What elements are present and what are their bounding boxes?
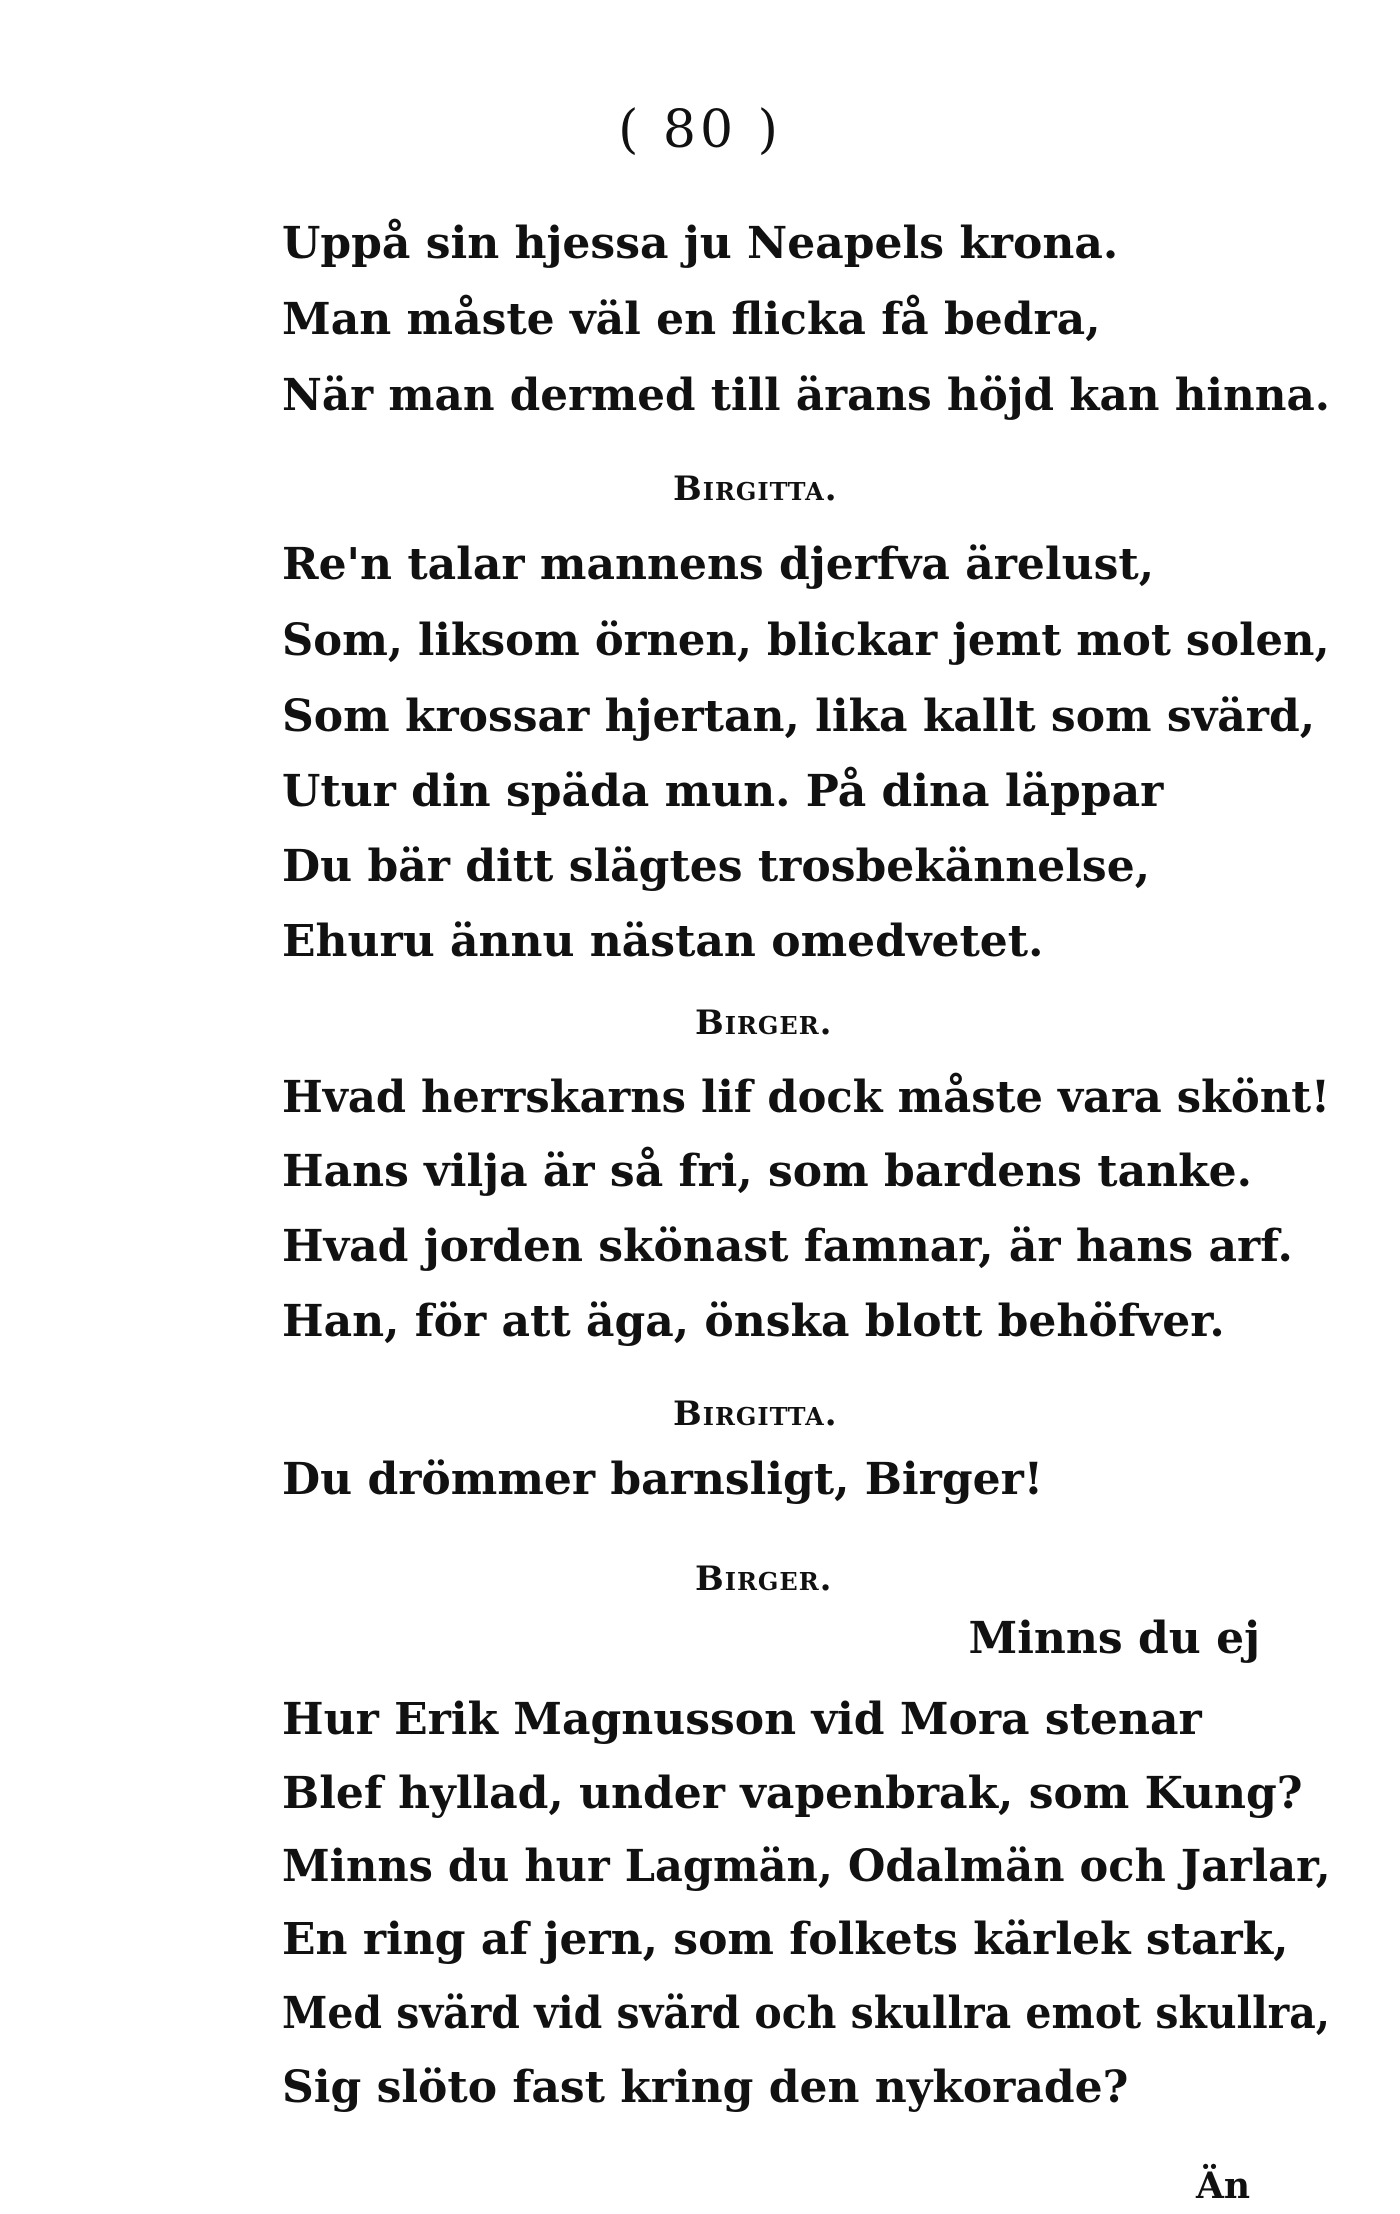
verse-line: Ehuru ännu nästan omedvetet. [282, 916, 1044, 967]
page-number: ( 80 ) [618, 100, 782, 160]
verse-line: Sig slöto fast kring den nykorade? [282, 2062, 1129, 2113]
verse-line: En ring af jern, som folkets kärlek stark, [282, 1914, 1289, 1965]
verse-line: Utur din späda mun. På dina läppar [282, 766, 1164, 817]
verse-line: Hur Erik Magnusson vid Mora stenar [282, 1694, 1202, 1745]
verse-line: Man måste väl en flicka få bedra, [282, 294, 1101, 345]
verse-line: Du bär ditt slägtes trosbekännelse, [282, 841, 1151, 892]
verse-line: Blef hyllad, under vapenbrak, som Kung? [282, 1768, 1303, 1819]
verse-line: När man dermed till ärans höjd kan hinna. [282, 370, 1330, 421]
speaker-name: Birger. [695, 1003, 833, 1043]
verse-line: Hans vilja är så fri, som bardens tanke. [282, 1146, 1252, 1197]
speaker-name: Birger. [695, 1559, 833, 1599]
verse-line: Hvad jorden skönast famnar, är hans arf. [282, 1221, 1293, 1272]
catchword: Än [1196, 2165, 1251, 2207]
verse-line-indented: Minns du ej [968, 1613, 1260, 1664]
verse-line: Du drömmer barnsligt, Birger! [282, 1454, 1044, 1505]
verse-line: Med svärd vid svärd och skullra emot skullra, [282, 1988, 1331, 2039]
verse-line: Han, för att äga, önska blott behöfver. [282, 1296, 1225, 1347]
speaker-name: Birgitta. [673, 1394, 838, 1434]
verse-line: Uppå sin hjessa ju Neapels krona. [282, 218, 1119, 269]
verse-line: Minns du hur Lagmän, Odalmän och Jarlar, [282, 1841, 1331, 1892]
verse-line: Som, liksom örnen, blickar jemt mot solen, [282, 615, 1330, 666]
speaker-name: Birgitta. [673, 469, 838, 509]
verse-line: Hvad herrskarns lif dock måste vara skönt! [282, 1072, 1330, 1123]
verse-line: Re'n talar mannens djerfva ärelust, [282, 539, 1155, 590]
verse-line: Som krossar hjertan, lika kallt som svärd, [282, 691, 1316, 742]
